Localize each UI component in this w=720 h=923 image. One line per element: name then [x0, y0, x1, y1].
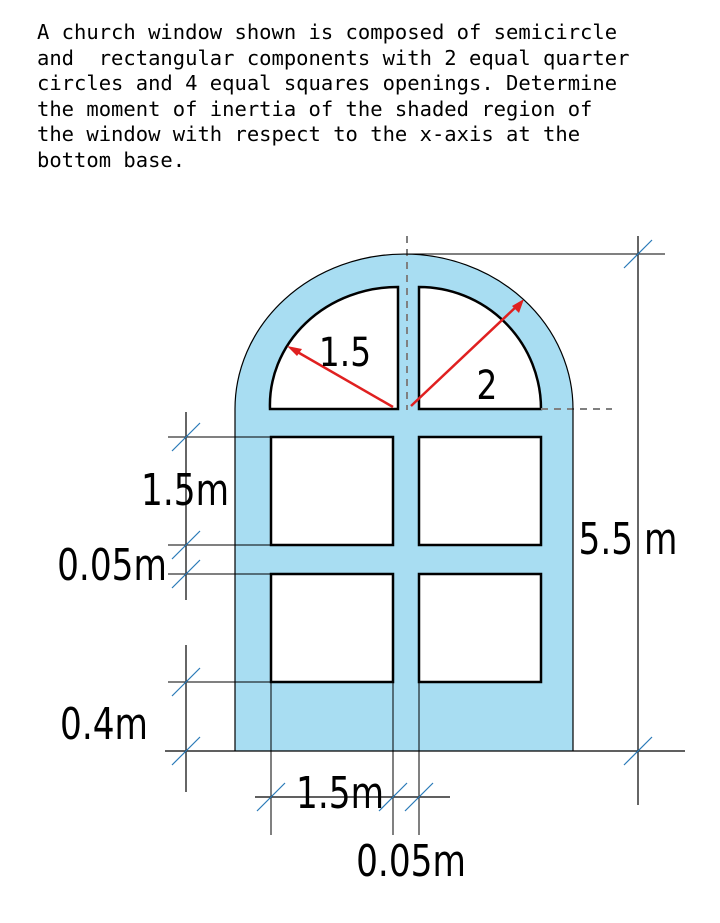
- label-arc-right: 2: [476, 361, 498, 409]
- square-opening-bottom-right: [419, 574, 541, 682]
- problem-line: the window with respect to the x-axis at the: [37, 122, 581, 147]
- problem-line: bottom base.: [37, 147, 186, 172]
- label-total-height: 5.5 m: [578, 513, 678, 566]
- square-opening-bottom-left: [271, 574, 393, 682]
- label-mullion-horizontal: 0.05m: [57, 539, 167, 592]
- label-square-height: 1.5m: [141, 464, 229, 517]
- square-opening-top-left: [271, 437, 393, 545]
- problem-line: and rectangular components with 2 equal quarter: [37, 45, 630, 70]
- label-mullion-vertical: 0.05m: [356, 835, 466, 888]
- label-bottom-margin: 0.4m: [60, 698, 148, 751]
- problem-line: A church window shown is composed of semicircle: [37, 20, 618, 44]
- problem-line: the moment of inertia of the shaded region of: [37, 96, 593, 121]
- label-arc-left: 1.5: [318, 328, 372, 376]
- square-opening-top-right: [419, 437, 541, 545]
- label-square-width: 1.5m: [296, 767, 384, 820]
- problem-line: circles and 4 equal squares openings. Determine: [37, 71, 618, 96]
